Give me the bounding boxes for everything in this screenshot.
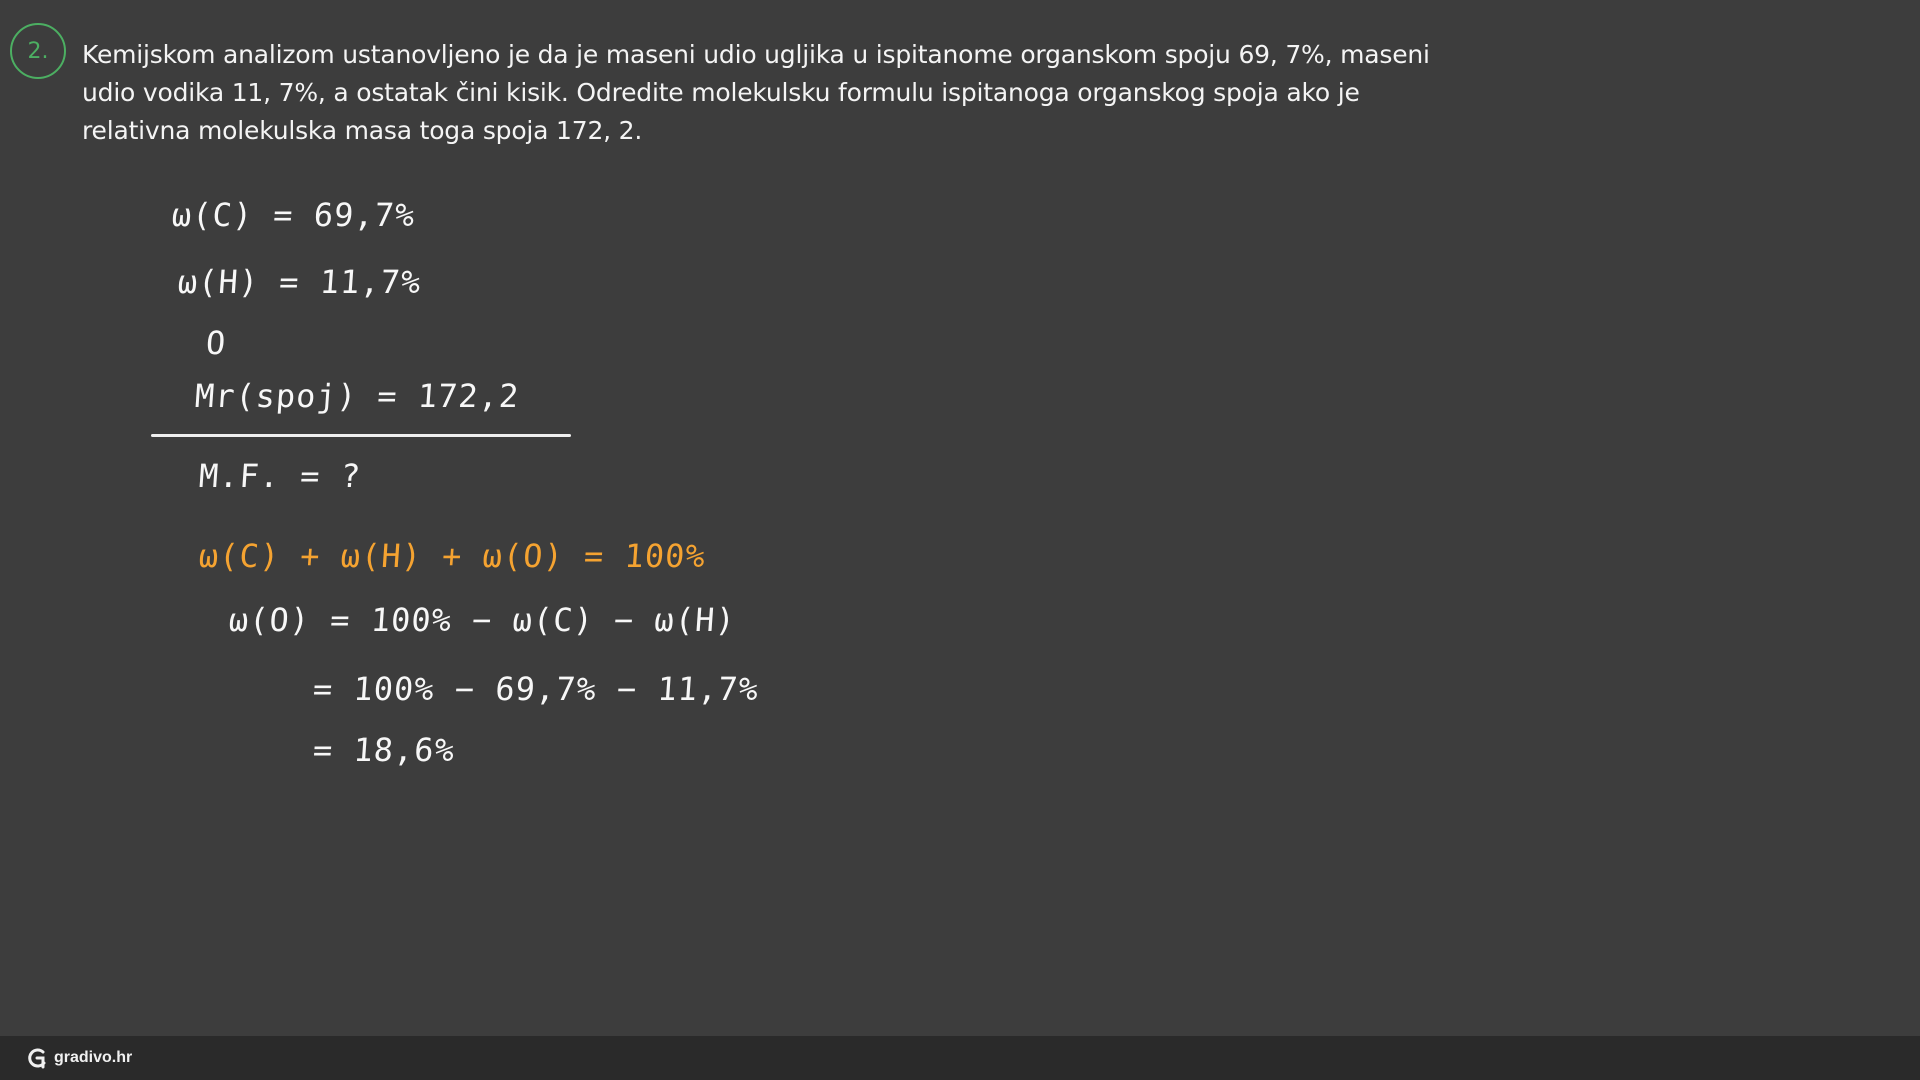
brand-logo[interactable] bbox=[28, 1047, 132, 1069]
given-divider-line bbox=[151, 434, 571, 437]
given-hydrogen-fraction: ω(H) = 11,7% bbox=[176, 263, 423, 301]
footer-bar bbox=[0, 1036, 1920, 1080]
given-oxygen: O bbox=[204, 324, 228, 362]
given-relative-mass: Mr(spoj) = 172,2 bbox=[193, 377, 521, 415]
gradivo-logo-icon bbox=[28, 1047, 48, 1069]
problem-line: relativna molekulska masa toga spoja 172, 2. bbox=[82, 116, 643, 145]
oxygen-fraction-substitution: = 100% − 69,7% − 11,7% bbox=[311, 670, 761, 708]
brand-name: gradivo.hr bbox=[54, 1049, 133, 1066]
problem-statement bbox=[82, 36, 1430, 150]
given-carbon-fraction: ω(C) = 69,7% bbox=[170, 196, 417, 234]
problem-line: udio vodika 11, 7%, a ostatak čini kisik. Odredite molekulsku formulu ispitanoga organskog spoja ako je bbox=[82, 78, 1360, 107]
oxygen-fraction-result: = 18,6% bbox=[311, 731, 457, 769]
problem-line: Kemijskom analizom ustanovljeno je da je maseni udio ugljika u ispitanome organskom spoju 69, 7%, maseni bbox=[82, 40, 1430, 69]
problem-number-badge bbox=[10, 23, 66, 79]
oxygen-fraction-formula: ω(O) = 100% − ω(C) − ω(H) bbox=[227, 601, 737, 639]
unknown-molecular-formula: M.F. = ? bbox=[197, 457, 363, 495]
problem-number: 2. bbox=[27, 38, 49, 64]
mass-fraction-sum-equation: ω(C) + ω(H) + ω(O) = 100% bbox=[197, 537, 707, 575]
